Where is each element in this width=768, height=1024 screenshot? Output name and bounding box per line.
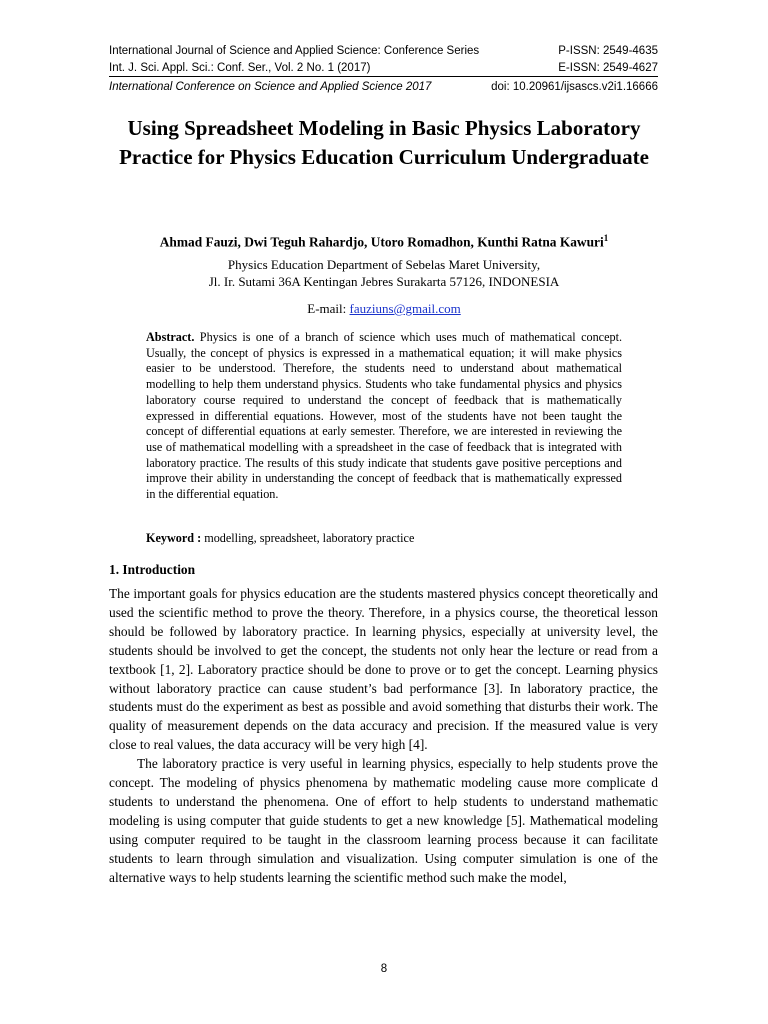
journal-name: International Journal of Science and Applied Science: Conference Series [109, 45, 480, 57]
journal-header-line1 [109, 44, 658, 58]
doi: doi: 10.20961/ijsascs.v2i1.16666 [491, 81, 658, 93]
section-body [109, 585, 658, 888]
e-issn: E-ISSN: 2549-4627 [558, 62, 658, 74]
affiliation-line1: Physics Education Department of Sebelas Maret University, [227, 257, 541, 272]
keyword-text: modelling, spreadsheet, laboratory practice [204, 531, 415, 545]
abstract-label: Abstract. [146, 330, 195, 344]
journal-volume: Int. J. Sci. Appl. Sci.: Conf. Ser., Vol. 2 No. 1 (2017) [109, 62, 371, 74]
affiliation-line2: Jl. Ir. Sutami 36A Kentingan Jebres Surakarta 57126, INDONESIA [208, 274, 560, 289]
abstract-text: Physics is one of a branch of science which uses much of mathematical concept. Usually, the concept of physics is expressed in a mathematical equation; it will make physics easier to be understood. Therefore, the students need to understand about mathematical modelling to help them understand physics. Students who take fundamental physics and physics laboratory course required to understand the concept of feedback that is mathematically expressed in differential equations. However, most of the students have not been taught the concept of differential equations at early semester. Therefore, we are interested in reviewing the use of mathematical modelling with a spreadsheet in the case of feedback that is integrated with laboratory practice. The results of this study indicate that students gave positive perceptions and improve their ability in understanding the concept of feedback that is mathematically expressed in the differential equation. [146, 330, 623, 502]
email-line [60, 300, 708, 317]
journal-header-line3 [109, 80, 658, 94]
keyword-label: Keyword : [146, 531, 202, 545]
page-number: 8 [380, 963, 388, 975]
conference-name: International Conference on Science and Applied Science 2017 [109, 81, 432, 93]
author-superscript: 1 [603, 233, 609, 243]
journal-header-line2 [109, 61, 658, 77]
paragraph-1: The important goals for physics education are the students mastered physics concept theoretically and used the scientific method to prove the theory. Therefore, in a physics course, the theoretical lesson should be followed by laboratory practice. In learning physics, especially at university level, the students should be involved to get the concept, the students not only hear the lecture or read from a textbook [1, 2]. Laboratory practice should be done to prove or to get the concept. Learning physics without laboratory practice can cause student’s bad performance [3]. In laboratory practice, the students must do the experiment as best as possible and avoid something that disturbs their work. The quality of measurement depends on the data accuracy and precision. If the measured value is very close to real values, the data accuracy will be very high [4]. [109, 586, 658, 753]
author-list [60, 229, 708, 251]
section-heading: 1. Introduction [109, 562, 196, 577]
email-link[interactable]: fauziuns@gmail.com [349, 301, 461, 316]
email-label: E-mail: [307, 301, 347, 316]
paragraph-2: The laboratory practice is very useful in learning physics, especially to help students prove the concept. The modeling of physics phenomena by mathematic modeling cause more complicate d students to understand the phenomena. One of effort to help students to understand mathematic modeling is using computer that guide students to get a new knowledge [5]. Mathematical modeling using computer required to be taught in the classroom learning process because it can facilitate students to learn through simulation and visualization. Using computer simulation is one of the alternative ways to help students learning the scientific method such make the model, [109, 756, 658, 885]
p-issn: P-ISSN: 2549-4635 [558, 45, 658, 57]
abstract [146, 330, 622, 503]
keywords [146, 530, 622, 546]
affiliation [60, 256, 708, 290]
paper-title: Using Spreadsheet Modeling in Basic Physics Laboratory Practice for Physics Education Curriculum Undergraduate [119, 116, 649, 169]
author-names: Ahmad Fauzi, Dwi Teguh Rahardjo, Utoro Romadhon, Kunthi Ratna Kawuri [159, 234, 604, 250]
